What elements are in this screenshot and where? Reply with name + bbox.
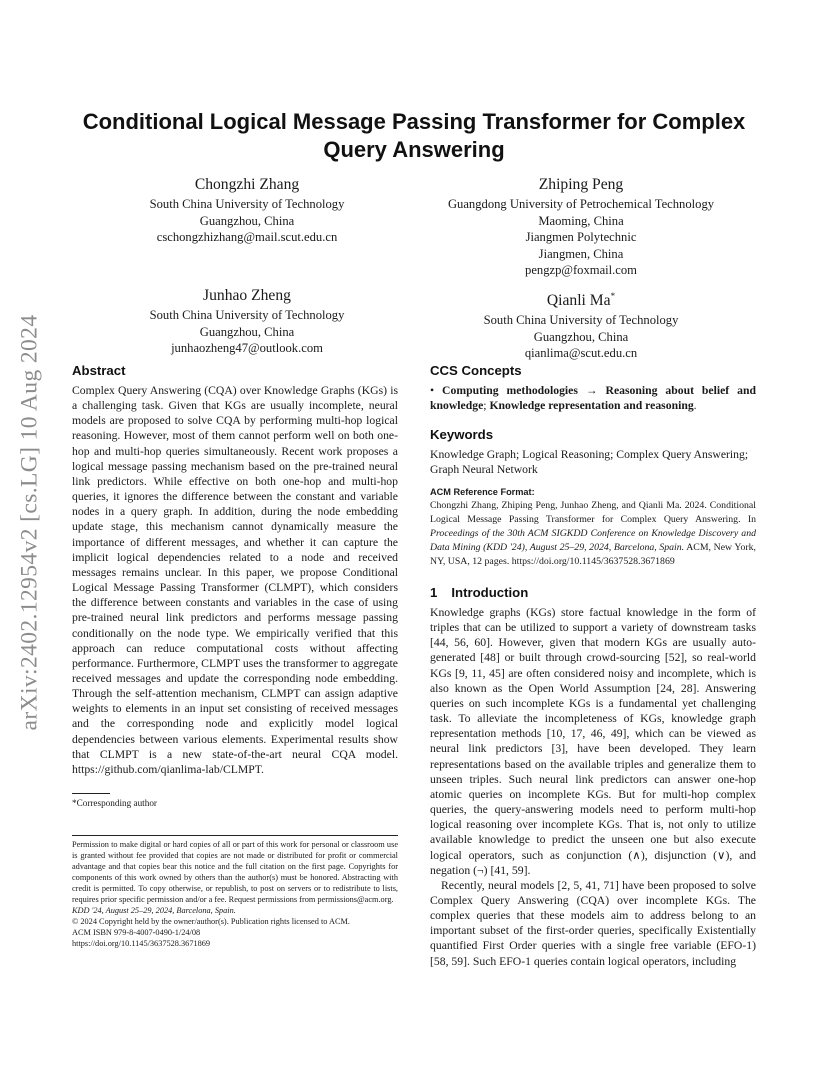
author-email: pengzp@foxmail.com — [525, 263, 637, 278]
ccs-section — [430, 362, 756, 413]
abstract-heading: Abstract — [72, 363, 126, 378]
arxiv-identifier-text: arXiv:2402.12954v2 [cs.LG] 10 Aug 2024 — [16, 314, 43, 730]
author-affiliation: South China University of Technology — [149, 308, 345, 322]
author-block — [92, 286, 402, 357]
section-title: Introduction — [451, 585, 529, 600]
footnote-rule — [72, 793, 110, 794]
author-affiliation: South China University of Technology — [149, 197, 345, 211]
permission-text: Permission to make digital or hard copies of all or part of this work for personal or classroom use is granted without fee provided that copies are not made or distributed for profit or commercial advantage and that copies bear this notice and the full citation on the first page. Copyrights for components of this work owned by others than the author(s) must be honored. Abstracting with credit is permitted. To copy otherwise, or republish, to post on servers or to redistribute to lists, requires prior specific permission and/or a fee. Request permissions from permissions@acm.org. — [72, 840, 398, 905]
isbn-line: ACM ISBN 979-8-4007-0490-1/24/08 — [72, 928, 201, 938]
acm-reference-proceedings: Proceedings of the 30th ACM SIGKDD Conference on Knowledge Discovery and Data Mining (KDD '24), August 25–29, 2024, Barcelona, Spain. — [430, 527, 756, 553]
keywords-section — [430, 426, 756, 477]
section-number: 1 — [430, 585, 438, 600]
introduction-paragraph: Knowledge graphs (KGs) store factual knowledge in the form of triples that can be utilized to support a variety of downstream tasks [44, 56, 60]. However, given that modern KGs are usually auto-generated [48] or built through crowd-sourcing [52], so real-world KGs [9, 11, 45] are often considered noisy and incomplete, which is also known as the Open World Assumption [24, 28]. Answering queries on such incomplete KGs is a fundamental yet challenging task. To alleviate the incompleteness of KGs, knowledge graph representation methods [10, 17, 46, 49], which can be viewed as neural link predictors [3], have been developed. They learn representations based on the available triples and generalize them to unseen triples. Such neural link predictors can answer one-hop atomic queries on incomplete KGs. But for multi-hop complex queries, the query-answering models need to perform multi-hop logical reasoning over incomplete KGs. That is, not only to utilize available knowledge to predict the unseen one but also execute logical operators, such as conjunction (∧), disjunction (∨), and negation (¬) [41, 59]. — [430, 606, 756, 877]
doi-line: https://doi.org/10.1145/3637528.3671869 — [72, 939, 211, 949]
ccs-text — [430, 383, 756, 413]
author-location: Jiangmen, China — [538, 246, 624, 261]
author-affiliation: Jiangmen Polytechnic — [525, 230, 637, 245]
author-email: cschongzhizhang@mail.scut.edu.cn — [156, 230, 338, 245]
author-affiliation: Guangdong University of Petrochemical Technology — [447, 197, 715, 211]
author-location: Guangzhou, China — [533, 329, 629, 344]
author-name-text: Qianli Ma — [546, 292, 611, 310]
author-block — [426, 286, 736, 362]
acm-reference-label: ACM Reference Format: — [430, 487, 535, 497]
ccs-heading: CCS Concepts — [430, 363, 522, 378]
author-email: qianlima@scut.edu.cn — [524, 346, 638, 361]
acm-reference — [430, 486, 756, 569]
author-name: Junhao Zheng — [203, 287, 291, 304]
permission-rule — [72, 835, 398, 836]
ccs-concept: Knowledge representation and reasoning — [489, 399, 694, 413]
acm-reference-authors: Chongzhi Zhang, Zhiping Peng, Junhao Zheng, and Qianli Ma. 2024. Conditional Logical Message Passing Transformer for Complex Query Answering. In — [430, 500, 756, 525]
corresponding-author-mark: * — [610, 291, 616, 301]
author-location: Guangzhou, China — [199, 324, 295, 339]
author-name — [426, 286, 736, 311]
author-email: junhaozheng47@outlook.com — [171, 341, 323, 356]
author-block — [92, 175, 402, 246]
author-name: Zhiping Peng — [538, 176, 624, 193]
arxiv-identifier — [12, 286, 48, 758]
introduction-section — [430, 584, 756, 969]
paper-title: Conditional Logical Message Passing Transformer for Complex Query Answering — [82, 109, 746, 162]
keywords-heading: Keywords — [430, 427, 494, 442]
author-name: Chongzhi Zhang — [194, 176, 300, 193]
introduction-heading — [430, 584, 756, 602]
footnote: *Corresponding author — [72, 798, 157, 808]
copyright-line: © 2024 Copyright held by the owner/author(s). Publication rights licensed to ACM. — [72, 917, 350, 927]
abstract-text: Complex Query Answering (CQA) over Knowledge Graphs (KGs) is a challenging task. Given that KGs are usually incomplete, neural models are proposed to solve CQA by performing multi-hop logical reasoning. However, most of them cannot perform well on both one-hop and multi-hop queries simultaneously. Recent work proposes a logical message passing mechanism based on the pre-trained neural link predictors. While effective on both one-hop and multi-hop queries, it ignores the difference between the constant and variable nodes in a query graph. In addition, during the node embedding update stage, this mechanism cannot dynamically measure the importance of different messages, and whether it can capture the implicit logical dependencies related to a node and received messages remains unclear. In this paper, we propose Conditional Logical Message Passing Transformer (CLMPT), which considers the difference between constants and variables in the case of using pre-trained neural link predictors and performs message passing conditionally on the node type. We empirically verified that this approach can reduce computational costs without affecting performance. Furthermore, CLMPT uses the transformer to aggregate received messages and update the corresponding node embedding. Through the self-attention mechanism, CLMPT can assign adaptive weights to elements in an input set consisting of received messages and the corresponding node and explicitly model logical dependencies between various elements. Experimental results show that CLMPT is a new state-of-the-art neural CQA model. https://github.com/qianlima-lab/CLMPT. — [72, 384, 398, 776]
abstract-section — [72, 362, 398, 777]
ccs-separator: ; — [483, 399, 490, 413]
permission-block — [72, 839, 398, 949]
acm-reference-text — [430, 499, 756, 569]
introduction-paragraph: Recently, neural models [2, 5, 41, 71] have been proposed to solve Complex Query Answering (CQA) over incomplete KGs. The complex queries that these models aim to address belong to an important subset of the first-order queries, specifically Existentially quantified First Order queries with a single free variable (EFO-1) [58, 59]. Such EFO-1 queries contain logical operators, including — [430, 878, 756, 968]
venue-line: KDD '24, August 25–29, 2024, Barcelona, Spain. — [72, 906, 236, 916]
author-location: Maoming, China — [538, 213, 624, 228]
ccs-concept: Computing methodologies → Reasoning about belief and knowledge — [430, 384, 756, 413]
author-block — [426, 175, 736, 279]
acm-reference-tail: ACM, New York, NY, USA, 12 pages. https://doi.org/10.1145/3637528.3671869 — [430, 541, 756, 567]
author-affiliation: South China University of Technology — [483, 313, 679, 328]
author-location: Guangzhou, China — [199, 213, 295, 228]
ccs-bullet: • — [430, 384, 435, 397]
keywords-text: Knowledge Graph; Logical Reasoning; Complex Query Answering; Graph Neural Network — [430, 448, 749, 477]
ccs-end: . — [693, 399, 697, 413]
